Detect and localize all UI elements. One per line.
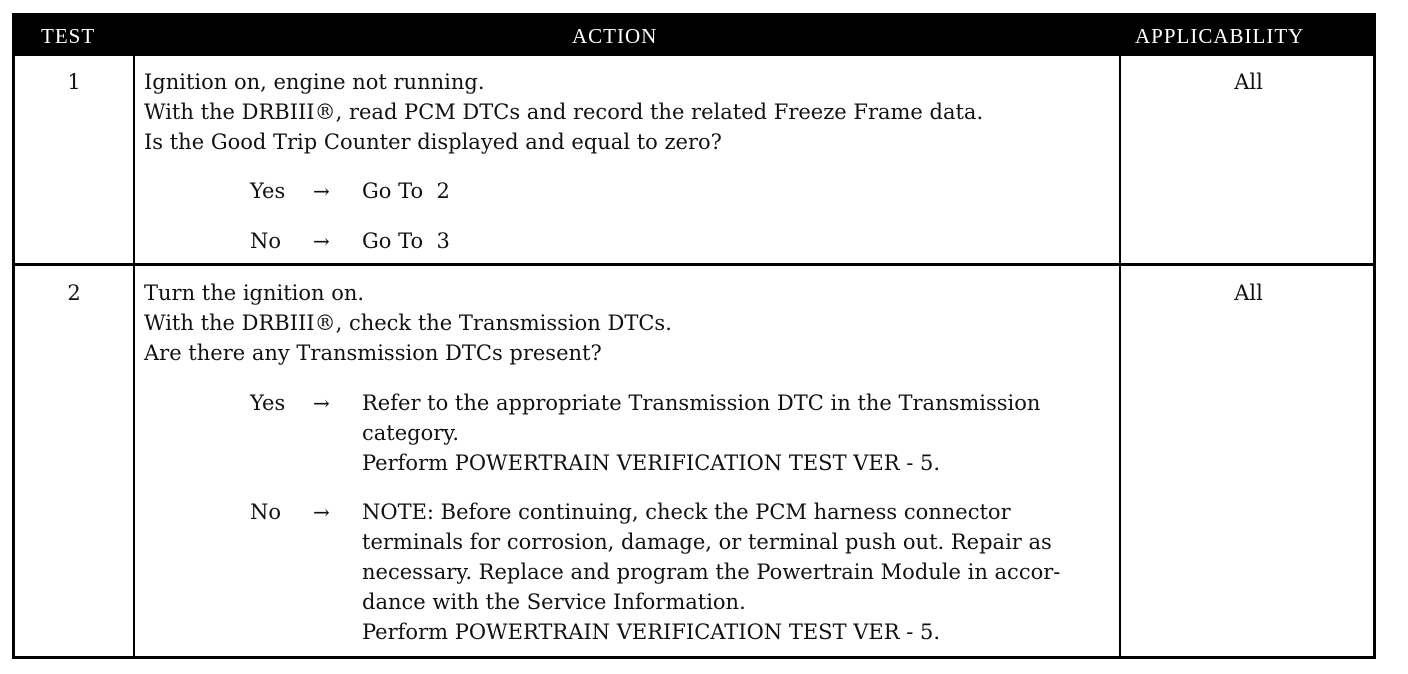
result-action: Go To 2 [362,179,450,203]
applicability-value: All [1234,281,1263,305]
result-action: Go To 3 [362,229,450,253]
step-text: Are there any Transmission DTCs present? [144,341,602,365]
right-arrow-icon: → [313,179,330,203]
result-answer: Yes [250,391,286,415]
table-header [15,16,1373,56]
result-answer: No [250,500,282,524]
right-arrow-icon: → [313,229,330,253]
step-text: With the DRBIII®, check the Transmission DTCs. [144,311,672,335]
result-action-line: Perform POWERTRAIN VERIFICATION TEST VER - 5. [362,451,941,475]
column-divider-action [1119,56,1121,659]
applicability-value: All [1234,70,1263,94]
result-action-line: NOTE: Before continuing, check the PCM harness connector [362,500,1011,524]
result-answer: Yes [250,179,286,203]
result-action-line: necessary. Replace and program the Powertrain Module in accor- [362,560,1061,584]
header-applicability: APPLICABILITY [1135,24,1305,48]
right-arrow-icon: → [313,500,330,524]
step-text: With the DRBIII®, read PCM DTCs and record the related Freeze Frame data. [144,100,984,124]
result-action-line: dance with the Service Information. [362,590,746,614]
step-text: Is the Good Trip Counter displayed and equal to zero? [144,130,722,154]
right-arrow-icon: → [313,391,330,415]
column-divider-test [133,56,135,659]
step-text: Turn the ignition on. [144,281,365,305]
result-action-line: Perform POWERTRAIN VERIFICATION TEST VER - 5. [362,620,941,644]
result-answer: No [250,229,282,253]
header-action: ACTION [572,24,658,48]
step-text: Ignition on, engine not running. [144,70,485,94]
header-test: TEST [41,24,96,48]
diagnostic-test-table [12,13,1376,659]
result-action-line: Refer to the appropriate Transmission DTC in the Transmission [362,391,1041,415]
result-action-line: category. [362,421,460,445]
result-action-line: terminals for corrosion, damage, or terminal push out. Repair as [362,530,1052,554]
row-divider [15,263,1373,266]
test-number: 2 [67,281,81,305]
test-number: 1 [67,70,81,94]
